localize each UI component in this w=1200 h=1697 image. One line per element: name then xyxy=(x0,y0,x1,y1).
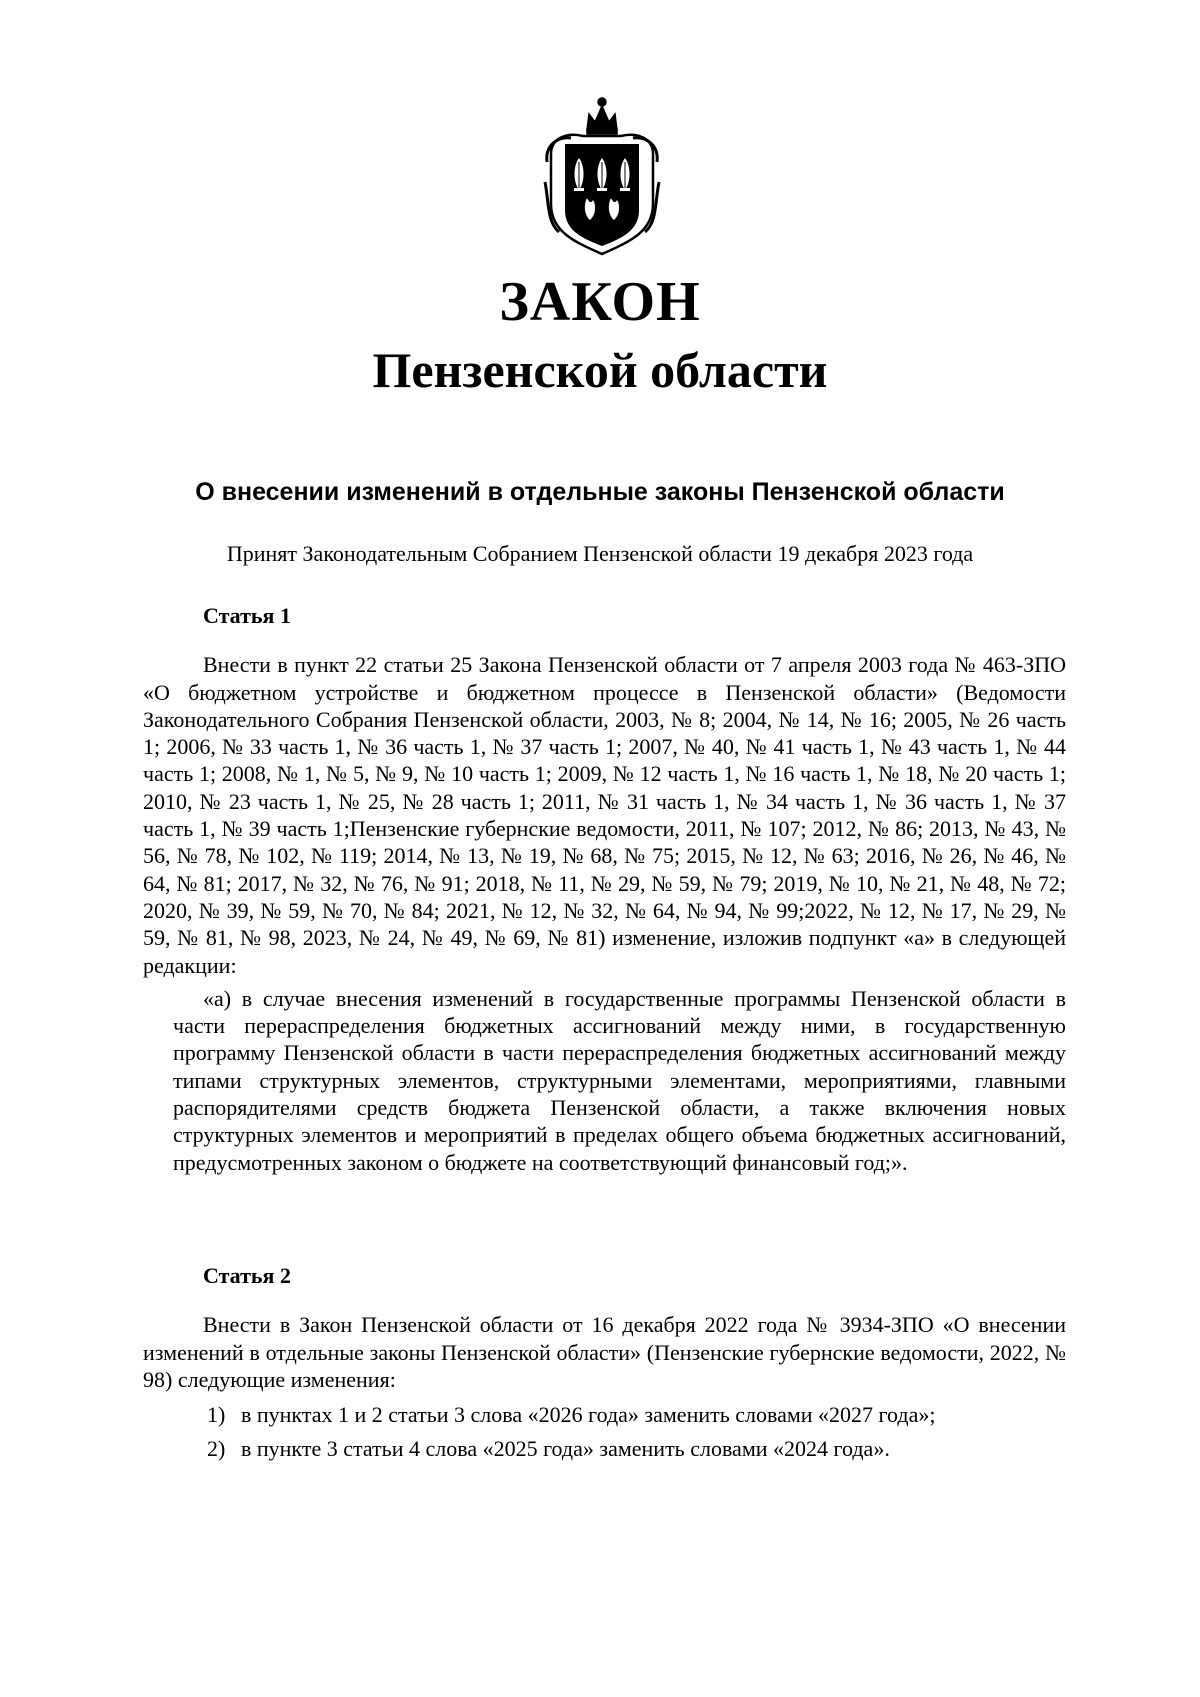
list-item-text: в пунктах 1 и 2 статьи 3 слова «2026 года» заменить словами «2027 года»; xyxy=(241,1402,936,1428)
article-1 xyxy=(143,602,1066,1176)
list-item-text: в пункте 3 статьи 4 слова «2025 года» заменить словами «2024 года». xyxy=(241,1436,890,1462)
article-2-heading: Статья 2 xyxy=(203,1263,291,1288)
document-title: ЗАКОН xyxy=(499,271,701,333)
article-1-quote: «а) в случае внесения изменений в государственные программы Пензенской области в части перераспределения бюджетных ассигнований между ними, в государственную программу Пензенской области в части перераспределения бюджетных ассигнований между типами структурных элементов, структурными элементами, мероприятиями, главными распорядителями средств бюджета Пензенской области, а также включения новых структурных элементов и мероприятий в пределах общего объема бюджетных ассигнований, предусмотренных законом о бюджете на соответствующий финансовый год;». xyxy=(173,985,1066,1175)
article-2-items xyxy=(143,1401,1066,1463)
article-1-heading: Статья 1 xyxy=(203,603,291,628)
article-2 xyxy=(143,1262,1066,1470)
list-item xyxy=(207,1435,1066,1462)
document-subtitle-region: Пензенской области xyxy=(372,342,828,398)
list-item-number: 2) xyxy=(207,1436,226,1462)
penza-coat-of-arms-icon xyxy=(543,92,661,257)
article-1-text: Внести в пункт 22 статьи 25 Закона Пензенской области от 7 апреля 2003 года № 463-ЗПО «О бюджетном устройстве и бюджетном процессе в Пензенской области» (Ведомости Законодательного Собрания Пензенской области, 2003, № 8; 2004, № 14, № 16; 2005, № 26 часть 1; 2006, № 33 часть 1, № 36 часть 1, № 37 часть 1; 2007, № 40, № 41 часть 1, № 43 часть 1, № 44 часть 1; 2008, № 1, № 5, № 9, № 10 часть 1; 2009, № 12 часть 1, № 16 часть 1, № 18, № 20 часть 1; 2010, № 23 часть 1, № 25, № 28 часть 1; 2011, № 31 часть 1, № 34 часть 1, № 36 часть 1, № 37 часть 1, № 39 часть 1;Пензенские губернские ведомости, 2011, № 107; 2012, № 86; 2013, № 43, № 56, № 78, № 102, № 119; 2014, № 13, № 19, № 68, № 75; 2015, № 12, № 63; 2016, № 26, № 46, № 64, № 81; 2017, № 32, № 76, № 91; 2018, № 11, № 29, № 59, № 79; 2019, № 10, № 21, № 48, № 72; 2020, № 39, № 59, № 70, № 84; 2021, № 12, № 32, № 64, № 94, № 99;2022, № 12, № 17, № 29, № 59, № 81, № 98, 2023, № 24, № 49, № 69, № 81) изменение, изложив подпункт «а» в следующей редакции: xyxy=(143,652,1066,978)
article-2-text: Внести в Закон Пензенской области от 16 декабря 2022 года № 3934-ЗПО «О внесении изменений в отдельные законы Пензенской области» (Пензенские губернские ведомости, 2022, № 98) следующие изменения: xyxy=(143,1312,1066,1392)
list-item-number: 1) xyxy=(207,1402,226,1428)
law-name: О внесении изменений в отдельные законы Пензенской области xyxy=(195,478,1005,506)
list-item xyxy=(207,1401,1066,1428)
adoption-note: Принят Законодательным Собранием Пензенской области 19 декабря 2023 года xyxy=(226,541,974,566)
